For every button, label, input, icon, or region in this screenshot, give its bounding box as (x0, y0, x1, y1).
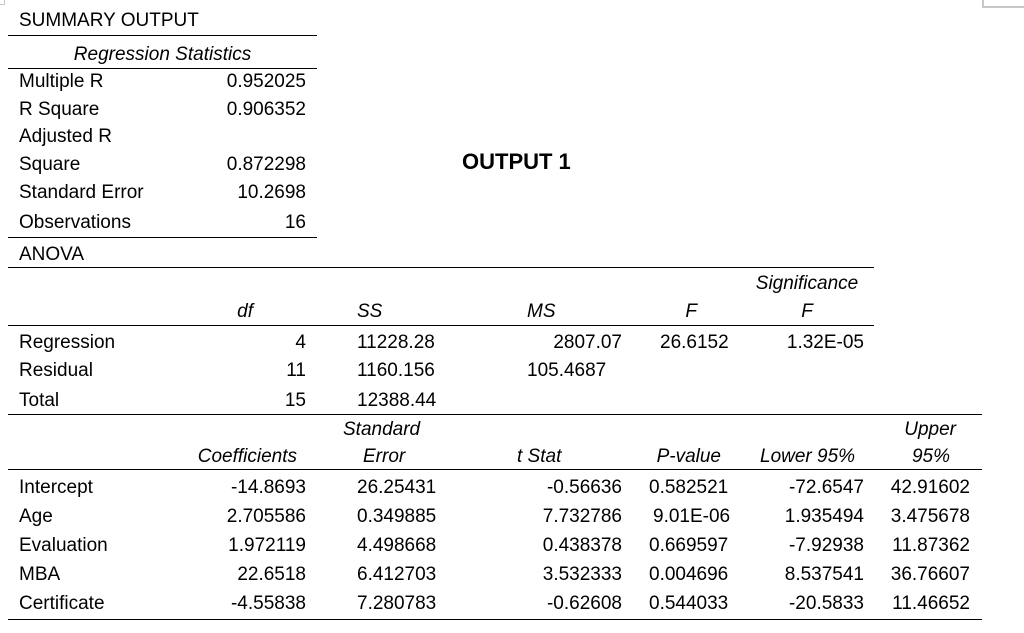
anova-row-label-regression: Regression (19, 332, 116, 353)
anova-header-df: df (237, 301, 253, 322)
anova-header-significance-line1: Significance (755, 273, 859, 294)
anova-regression-ss: 11228.28 (357, 332, 435, 353)
regression-statistics-header: Regression Statistics (73, 44, 252, 65)
coef-mba-p-value: 0.004696 (649, 564, 729, 585)
coefficients-bottom-divider (8, 619, 982, 620)
anova-regression-df: 4 (295, 332, 306, 353)
stat-value-multiple-r: 0.952025 (226, 71, 306, 92)
coef-header-lower-95: Lower 95% (760, 446, 856, 467)
coef-row-label-certificate: Certificate (19, 593, 105, 614)
anova-total-df: 15 (284, 390, 306, 411)
coef-intercept-upper-95: 42.91602 (890, 477, 970, 498)
anova-regression-ms: 2807.07 (553, 332, 622, 353)
stat-label-adjusted-r-line2: Square (19, 154, 81, 175)
coef-age-coefficient: 2.705586 (226, 506, 306, 527)
coef-certificate-upper-95: 11.46652 (892, 593, 970, 614)
anova-residual-ms: 105.4687 (527, 360, 607, 381)
coef-age-upper-95: 3.475678 (890, 506, 970, 527)
stat-label-standard-error: Standard Error (19, 182, 144, 203)
coefficients-header-divider (8, 469, 982, 470)
stat-value-standard-error: 10.2698 (237, 182, 306, 203)
coef-certificate-coefficient: -4.55838 (230, 593, 306, 614)
anova-total-ss: 12388.44 (357, 390, 437, 411)
coef-certificate-t-stat: -0.62608 (546, 593, 622, 614)
output-label: OUTPUT 1 (462, 149, 571, 174)
coef-evaluation-lower-95: -7.92938 (788, 535, 864, 556)
window-corner-right (982, 0, 1024, 8)
anova-row-label-total: Total (19, 390, 60, 411)
anova-residual-df: 11 (286, 360, 306, 381)
coef-age-t-stat: 7.732786 (542, 506, 622, 527)
coef-header-standard-error-line1: Standard (343, 419, 421, 440)
regression-header-divider (8, 68, 317, 69)
coef-mba-lower-95: 8.537541 (784, 564, 864, 585)
coef-mba-standard-error: 6.412703 (357, 564, 437, 585)
coef-evaluation-upper-95: 11.87362 (892, 535, 970, 556)
coef-intercept-standard-error: 26.25431 (357, 477, 437, 498)
coef-row-label-age: Age (19, 506, 53, 527)
coef-header-t-stat: t Stat (517, 446, 562, 467)
window-corner-left (0, 0, 5, 5)
coef-evaluation-p-value: 0.669597 (649, 535, 729, 556)
stat-value-observations: 16 (284, 212, 306, 233)
stat-value-adjusted-r-square: 0.872298 (226, 154, 306, 175)
coef-evaluation-t-stat: 0.438378 (542, 535, 622, 556)
anova-header-significance-line2: F (801, 301, 813, 322)
stat-label-multiple-r: Multiple R (19, 71, 104, 92)
coef-age-standard-error: 0.349885 (357, 506, 437, 527)
anova-header-divider (8, 325, 874, 326)
coef-age-lower-95: 1.935494 (784, 506, 864, 527)
coef-mba-coefficient: 22.6518 (237, 564, 306, 585)
anova-residual-ss: 1160.156 (357, 360, 435, 381)
coef-certificate-standard-error: 7.280783 (357, 593, 437, 614)
anova-row-label-residual: Residual (19, 360, 93, 381)
coef-header-p-value: P-value (656, 446, 721, 467)
regression-table-bottom-divider (8, 237, 317, 238)
coef-header-coefficients: Coefficients (197, 446, 297, 467)
stat-label-r-square: R Square (19, 99, 100, 120)
summary-title: SUMMARY OUTPUT (19, 10, 199, 31)
anova-header-ms: MS (527, 301, 556, 322)
coef-intercept-lower-95: -72.6547 (788, 477, 864, 498)
coef-evaluation-standard-error: 4.498668 (357, 535, 437, 556)
anova-regression-f: 26.6152 (660, 332, 729, 353)
coef-intercept-t-stat: -0.56636 (546, 477, 622, 498)
anova-header-f: F (685, 301, 697, 322)
coef-header-upper-95-line1: Upper (904, 419, 956, 440)
anova-top-divider (8, 267, 874, 268)
coef-row-label-intercept: Intercept (19, 477, 93, 498)
anova-header-ss: SS (357, 301, 383, 322)
coef-row-label-mba: MBA (19, 564, 61, 585)
stat-value-r-square: 0.906352 (226, 99, 306, 120)
coef-header-standard-error-line2: Error (363, 446, 406, 467)
coef-evaluation-coefficient: 1.972119 (228, 535, 306, 556)
coef-intercept-p-value: 0.582521 (649, 477, 729, 498)
coef-mba-t-stat: 3.532333 (542, 564, 622, 585)
anova-regression-significance: 1.32E-05 (786, 332, 864, 353)
coef-age-p-value: 9.01E-06 (653, 506, 731, 527)
coef-certificate-lower-95: -20.5833 (788, 593, 864, 614)
coef-mba-upper-95: 36.76607 (890, 564, 970, 585)
coef-header-upper-95-line2: 95% (911, 446, 950, 467)
coef-intercept-coefficient: -14.8693 (230, 477, 306, 498)
coef-certificate-p-value: 0.544033 (649, 593, 729, 614)
title-divider (8, 35, 317, 36)
anova-title: ANOVA (19, 244, 85, 265)
stat-label-adjusted-r-line1: Adjusted R (19, 126, 112, 147)
stat-label-observations: Observations (19, 212, 131, 233)
coefficients-top-divider (8, 414, 982, 415)
coef-row-label-evaluation: Evaluation (19, 535, 108, 556)
